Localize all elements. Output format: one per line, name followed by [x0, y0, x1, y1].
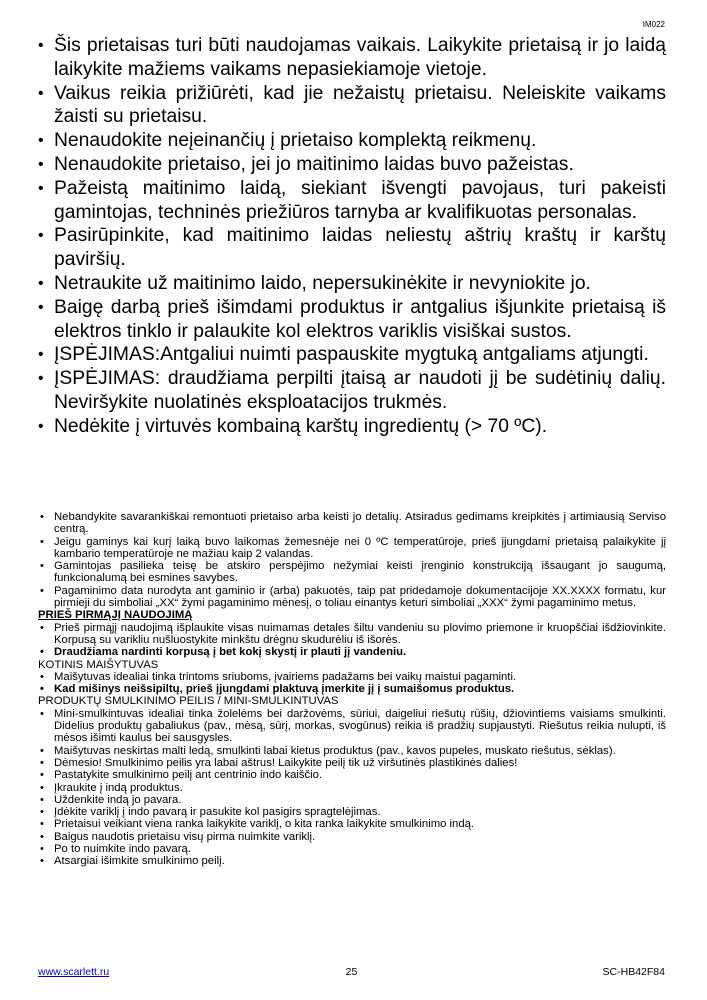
- model-number: SC-HB42F84: [602, 966, 665, 978]
- section-heading-hand-blender: KOTINIS MAIŠYTUVAS: [38, 658, 159, 671]
- small-text-section: [38, 511, 666, 868]
- list-item: • Nenaudokite neįeinančių į prietaiso komplektą reikmenų.: [38, 129, 666, 153]
- list-item: • Pastatykite smulkinimo peilį ant centrinio indo kaiščio.: [38, 769, 666, 781]
- list-item: • Prietaisui veikiant viena ranka laikykite variklį, o kita ranka laikykite smulkinimo indą.: [38, 818, 666, 830]
- list-item: • Draudžiama nardinti korpusą į bet kokį skystį ir plauti jį vandeniu.: [38, 646, 666, 658]
- document-code: IM022: [642, 20, 665, 29]
- list-item: • Po to nuimkite indo pavarą.: [38, 843, 666, 855]
- list-item: • Pažeistą maitinimo laidą, siekiant išvengti pavojaus, turi pakeisti gamintojas, techninės priežiūros tarnyba ar kvalifikuotas personalas.: [38, 177, 666, 225]
- list-item: • Baigus naudotis prietaisu visų pirma nuimkite variklį.: [38, 831, 666, 843]
- list-item: • Pagaminimo data nurodyta ant gaminio ir (arba) pakuotės, taip pat pridedamoje dokumentacijoje XX.XXXX formatu, kur pirmieji du simboliai „XX“ žymi pagaminimo mėnesį, o toliau einantys keturi simboliai „XXX“ žymi pagaminimo metus.: [38, 585, 666, 610]
- list-item: • Mini-smulkintuvas idealiai tinka žolelėms bei daržovėms, sūriui, daigeliui riešutų rūšių, džiovintiems vaisiams smulkinti. Didelius produktų gabaliukus (pav., mėsą, sūrį, morkas, svogūnus) reikia iš pradžių supjaustyti. Riešutus reikia nulupti, iš mėsos išimti kaulus bei sausgysles.: [38, 708, 666, 745]
- list-item: • Uždenkite indą jo pavara.: [38, 794, 666, 806]
- list-item: • Dėmesio! Smulkinimo peilis yra labai aštrus! Laikykite peilį tik už viršutinės plastikinės dalies!: [38, 757, 666, 769]
- list-item: • Nebandykite savarankiškai remontuoti prietaiso arba keisti jo detalių. Atsiradus gedimams kreipkitės į artimiausią Serviso centrą.: [38, 511, 666, 536]
- list-item: • Prieš pirmąjį naudojimą išplaukite visas nuimamas detales šiltu vandeniu su plovimo priemone ir kruopščiai išdžiovinkite. Korpusą su varikliu nušluostykite minkštu drėgnu skudurėliu iš išorės.: [38, 622, 666, 647]
- list-item: • Šis prietaisas turi būti naudojamas vaikais. Laikykite prietaisą ir jo laidą laikykite mažiems vaikams nepasiekiamoje vietoje.: [38, 34, 666, 82]
- list-item: • Nenaudokite prietaiso, jei jo maitinimo laidas buvo pažeistas.: [38, 153, 666, 177]
- list-item: • Maišytuvas neskirtas malti ledą, smulkinti labai kietus produktus (pav., kavos pupeles, muskato riešutus, sėklas).: [38, 745, 666, 757]
- list-item: • Baigę darbą prieš išimdami produktus ir antgalius išjunkite prietaisą iš elektros tinklo ir palaukite kol elektros variklis visiškai sustos.: [38, 296, 666, 344]
- list-item: • ĮSPĖJIMAS:Antgaliui nuimti paspauskite mygtuką antgaliams atjungti.: [38, 343, 666, 367]
- list-item: • ĮSPĖJIMAS: draudžiama perpilti įtaisą ar naudoti jį be sudėtinių dalių. Neviršykite nuolatinės eksploatacijos trukmės.: [38, 367, 666, 415]
- page-footer: [38, 966, 665, 980]
- list-item: • Jeigu gaminys kai kurį laiką buvo laikomas žemesnėje nei 0 ºC temperatūroje, prieš įjungdami prietaisą palaikykite jį kambario temperatūroje ne mažiau kaip 2 valandas.: [38, 536, 666, 561]
- section-heading-chopper: PRODUKTŲ SMULKINIMO PEILIS / MINI-SMULKINTUVAS: [38, 695, 339, 708]
- list-item: • Atsargiai išimkite smulkinimo peilį.: [38, 855, 666, 867]
- list-item: • Maišytuvas idealiai tinka trintoms sriuboms, įvairiems padažams bei vaikų maistui pagaminti.: [38, 671, 666, 683]
- list-item: • Nedėkite į virtuvės kombainą karštų ingredientų (> 70 ºC).: [38, 415, 666, 439]
- list-item: • Pasirūpinkite, kad maitinimo laidas neliestų aštrių kraštų ir karštų paviršių.: [38, 224, 666, 272]
- list-item: • Įkraukite į indą produktus.: [38, 782, 666, 794]
- list-item: • Įdėkite variklį į indo pavarą ir pasukite kol pasigirs spragtelėjimas.: [38, 806, 666, 818]
- website-link[interactable]: www.scarlett.ru: [38, 966, 110, 978]
- large-bullet-list: [38, 34, 666, 439]
- list-item: • Vaikus reikia prižiūrėti, kad jie nežaistų prietaisu. Neleiskite vaikams žaisti su prietaisu.: [38, 82, 666, 130]
- page-number: 25: [345, 966, 358, 978]
- list-item: • Netraukite už maitinimo laido, nepersukinėkite ir nevyniokite jo.: [38, 272, 666, 296]
- list-item: • Kad mišinys neišsipiltų, prieš įjungdami plaktuvą įmerkite jį į sumaišomus produktus.: [38, 683, 666, 695]
- section-heading-first-use: PRIEŠ PIRMĄJĮ NAUDOJIMĄ: [38, 609, 193, 622]
- list-item: • Gamintojas pasilieka teisę be atskiro perspėjimo nežymiai keisti įrenginio konstrukciją išsaugant jo saugumą, funkcionalumą bei esmines savybes.: [38, 560, 666, 585]
